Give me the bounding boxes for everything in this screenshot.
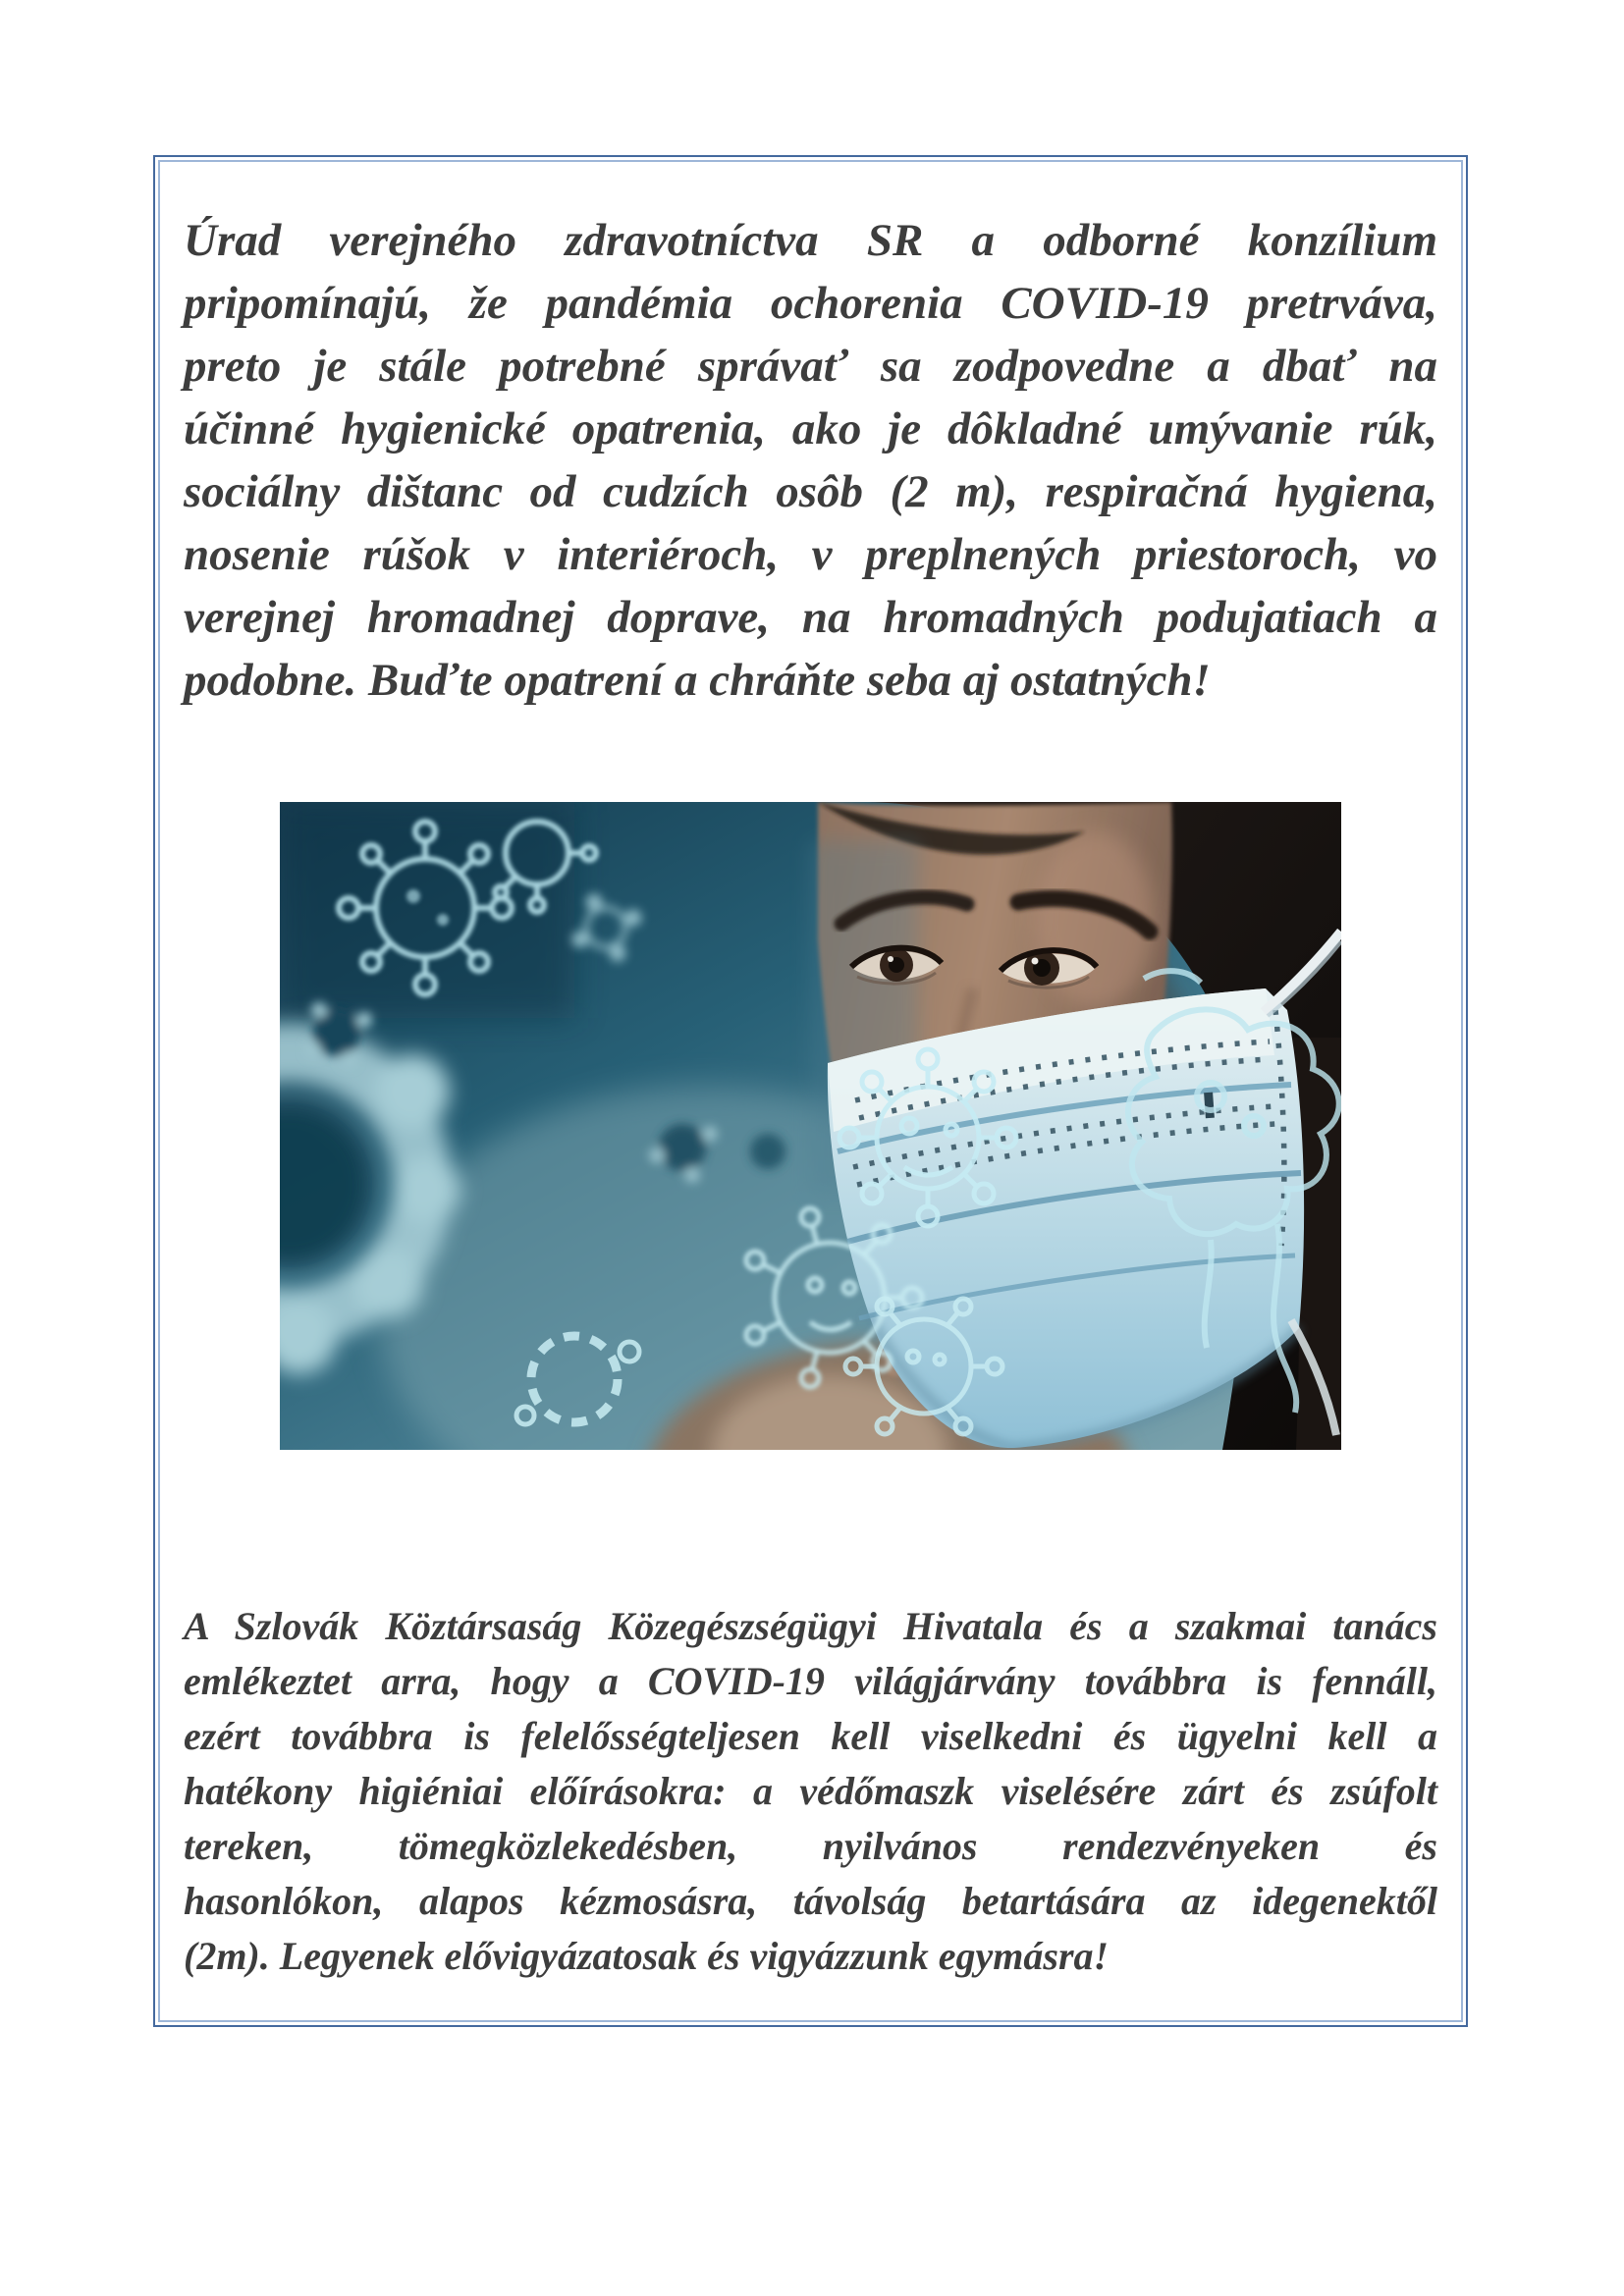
text-line: A Szlovák Köztársaság Közegészségügyi Hivatala és a szakmai tanács (184, 1604, 1437, 1648)
text-line: (2m). Legyenek elővigyázatosak és vigyázzunk egymásra! (184, 1934, 1110, 1978)
text-line: hatékony higiéniai előírásokra: a védőmaszk viselésére zárt és zsúfolt (184, 1769, 1437, 1813)
text-line: podobne. Buďte opatrení a chráňte seba aj ostatných! (184, 655, 1211, 706)
text-line: verejnej hromadnej doprave, na hromadných podujatiach a (184, 592, 1437, 643)
photo-canvas (280, 802, 1341, 1450)
text-line: sociálny dištanc od cudzích osôb (2 m), respiračná hygiena, (184, 466, 1437, 517)
text-line: emlékeztet arra, hogy a COVID-19 világjárvány továbbra is fennáll, (184, 1659, 1437, 1703)
mask-tab-mark (1204, 1093, 1215, 1119)
text-line: ezért továbbra is felelősségteljesen kell viselkedni és ügyelni kell a (184, 1714, 1437, 1758)
text-line: hasonlókon, alapos kézmosásra, távolság betartására az idegenektől (184, 1879, 1437, 1923)
text-line: tereken, tömegközlekedésben, nyilvános rendezvényeken és (184, 1824, 1437, 1868)
text-line: nosenie rúšok v interiéroch, v preplnených priestoroch, vo (184, 529, 1437, 580)
paragraph-hungarian (184, 1599, 1437, 1984)
covid-mask-photo (280, 802, 1341, 1450)
text-line: Úrad verejného zdravotníctva SR a odborné konzílium (184, 215, 1437, 266)
text-line: účinné hygienické opatrenia, ako je dôkladné umývanie rúk, (184, 403, 1437, 454)
page-content (158, 160, 1463, 2022)
text-line: preto je stále potrebné správať sa zodpovedne a dbať na (184, 341, 1437, 392)
page-border (153, 155, 1468, 2027)
text-line: pripomínajú, že pandémia ochorenia COVID-19 pretrváva, (184, 278, 1437, 329)
paragraph-slovak (184, 209, 1437, 712)
